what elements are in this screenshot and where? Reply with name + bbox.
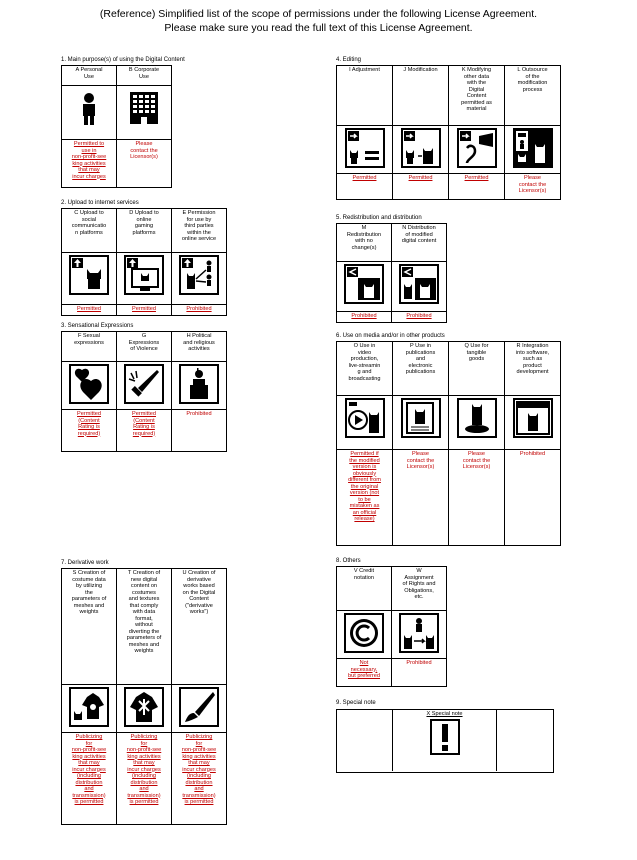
cell-e-result: Prohibited (172, 305, 227, 316)
cell-s-label: S Creation of costume data by utilizing the parameters of meshes and weights (62, 569, 117, 685)
cell-a-result: Permitted to use in non-profit-see king activities that may incur charges (62, 140, 117, 188)
game-upload-icon (117, 253, 172, 305)
cell-u-label: U Creation of derivative works based on the Digital Content ("derivative works") (172, 569, 227, 685)
modify-icon (393, 126, 449, 174)
cell-p-label: P Use in publications and electronic publications (393, 342, 449, 396)
brush-icon (172, 685, 227, 733)
hearts-icon (62, 362, 117, 410)
cell-g-label: G Expressions of Violence (117, 332, 172, 362)
section-6-title: 6. Use on media and/or in other products (336, 333, 445, 339)
cell-t-label: T Creation of new digital content on costumes and textures that comply with data format, without diverting the parameters of meshes and weights (117, 569, 172, 685)
adjust-icon (337, 126, 393, 174)
texture-icon (117, 685, 172, 733)
header-line-2: Please make sure you read the full text of this License Agreement. (164, 22, 473, 34)
cell-s-result: Publicizing for non-profit-see king activities that may incur charges (including distribution and transmission) is permitted (62, 733, 117, 825)
cell-v-label: V Credit notation (337, 567, 392, 611)
cell-l-result: Please contact the Licensor(s) (505, 174, 561, 200)
goods-icon (449, 396, 505, 450)
publication-icon (393, 396, 449, 450)
cell-q-label: Q Use for tangible goods (449, 342, 505, 396)
cell-r-result: Prohibited (505, 450, 561, 546)
cell-u-result: Publicizing for non-profit-see king activities that may incur charges (including distribution and transmission) is permitted (172, 733, 227, 825)
redistribute-icon (337, 262, 392, 312)
cell-c-result: Permitted (62, 305, 117, 316)
social-upload-icon (62, 253, 117, 305)
cell-k-result: Permitted (449, 174, 505, 200)
section-1-title: 1. Main purpose(s) of using the Digital Content (61, 57, 185, 63)
cell-r-label: R Integration into software, such as product development (505, 342, 561, 396)
cell-g-result: Permitted (Content Rating is required) (117, 410, 172, 452)
cell-v-result: Not necessary, but preferred (337, 659, 392, 687)
cell-w-result: Prohibited (392, 659, 447, 687)
cell-l-label: L Outsource of the modification process (505, 66, 561, 126)
section-4-title: 4. Editing (336, 57, 362, 63)
cell-w-label: W Assignment of Rights and Obligations, etc. (392, 567, 447, 611)
cell-q-result: Please contact the Licensor(s) (449, 450, 505, 546)
cell-a-label: A Personal Use (62, 66, 117, 86)
cell-n-result: Prohibited (392, 312, 447, 323)
cell-n-label: N Distribution of modified digital content (392, 224, 447, 262)
material-icon (449, 126, 505, 174)
cell-f-result: Permitted (Content Rating is required) (62, 410, 117, 452)
cell-p-result: Please contact the Licensor(s) (393, 450, 449, 546)
section-9-title: 9. Special note (336, 700, 376, 706)
section-7-title: 7. Derivative work (61, 560, 109, 566)
cell-e-label: E Permission for use by third parties within the online service (172, 209, 227, 253)
copyright-icon (337, 611, 392, 659)
podium-icon (172, 362, 227, 410)
cell-m-label: M Redistribution with no change(s) (337, 224, 392, 262)
cell-j-label: J Modification (393, 66, 449, 126)
cell-h-label: H Political and religious activities (172, 332, 227, 362)
cell-j-result: Permitted (393, 174, 449, 200)
header-line-1: (Reference) Simplified list of the scope of permissions under the following License Agreement. (99, 8, 538, 20)
special-note-header (392, 709, 497, 771)
cell-f-label: F Sexual expressions (62, 332, 117, 362)
section-5-title: 5. Redistribution and distribution (336, 215, 422, 221)
cell-d-result: Permitted (117, 305, 172, 316)
cell-d-label: D Upload to online gaming platforms (117, 209, 172, 253)
person-icon (62, 86, 117, 140)
cell-b-result: Please contact the Licensor(s) (117, 140, 172, 188)
assignment-icon (392, 611, 447, 659)
section-3-title: 3. Sensational Expressions (61, 323, 134, 329)
cell-k-label: K Modifying other data with the Digital Content permitted as material (449, 66, 505, 126)
special-note-label: X Special note (426, 711, 463, 717)
cell-c-label: C Upload to social communicatio n platforms (62, 209, 117, 253)
knife-icon (117, 362, 172, 410)
distribute-modified-icon (392, 262, 447, 312)
cell-h-result: Prohibited (172, 410, 227, 452)
building-icon (117, 86, 172, 140)
cell-m-result: Prohibited (337, 312, 392, 323)
exclamation-icon (430, 719, 460, 761)
section-2-title: 2. Upload to internet services (61, 200, 139, 206)
cell-o-result: Permitted if the modified version is obviously different from the original version (not to be mistaken as an official release) (337, 450, 393, 546)
cell-t-result: Publicizing for non-profit-see king activities that may incur charges (including distribution and transmission) is permitted (117, 733, 172, 825)
third-party-icon (172, 253, 227, 305)
software-icon (505, 396, 561, 450)
video-icon (337, 396, 393, 450)
cell-i-label: I Adjustment (337, 66, 393, 126)
costume-icon (62, 685, 117, 733)
cell-o-label: O Use in video production, live-streamin g and broadcasting (337, 342, 393, 396)
cell-i-result: Permitted (337, 174, 393, 200)
outsource-icon (505, 126, 561, 174)
section-8-title: 8. Others (336, 558, 361, 564)
cell-b-label: B Corporate Use (117, 66, 172, 86)
